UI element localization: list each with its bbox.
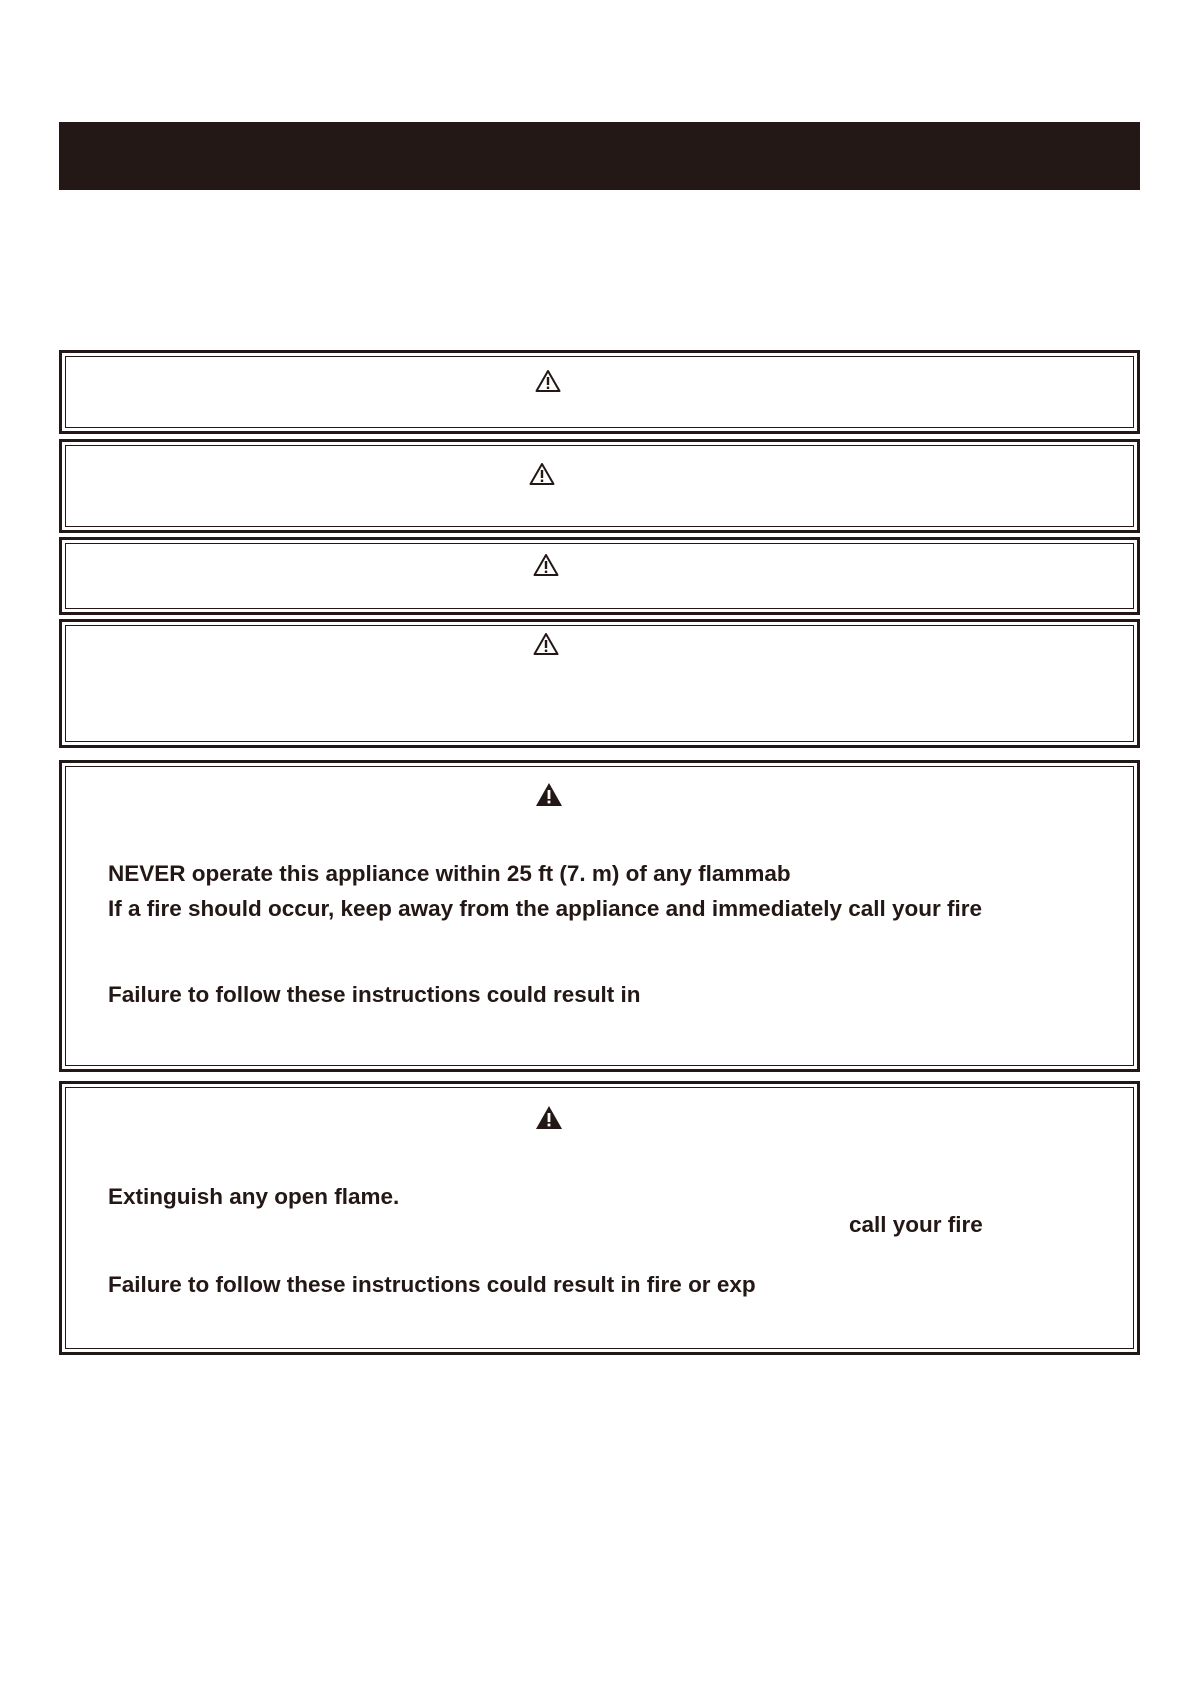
warning-line-3: Failure to follow these instructions could result in [108,982,641,1007]
warning-outline-icon [529,462,555,486]
caution-box-4 [59,619,1140,748]
caution-box-3 [59,537,1140,615]
warning-box-gas [59,1081,1140,1355]
warning-filled-icon [535,782,563,807]
caution-box-2 [59,439,1140,533]
warning-line-2: If a fire should occur, keep away from the appliance and immediately call your fire [108,896,983,921]
warning-line-3: Failure to follow these instructions could result in fire or exp [108,1272,756,1297]
warning-box-fire [59,760,1140,1072]
section-header-bar [59,122,1140,190]
warning-outline-icon [533,553,559,577]
warning-outline-icon [535,369,561,393]
warning-outline-icon [533,632,559,656]
warning-filled-icon [535,1105,563,1130]
warning-line-2: call your fire [849,1212,983,1237]
warning-line-1: NEVER operate this appliance within 25 ft (7. m) of any flammab [108,861,791,886]
caution-box-1 [59,350,1140,434]
warning-line-1: Extinguish any open flame. [108,1184,400,1209]
